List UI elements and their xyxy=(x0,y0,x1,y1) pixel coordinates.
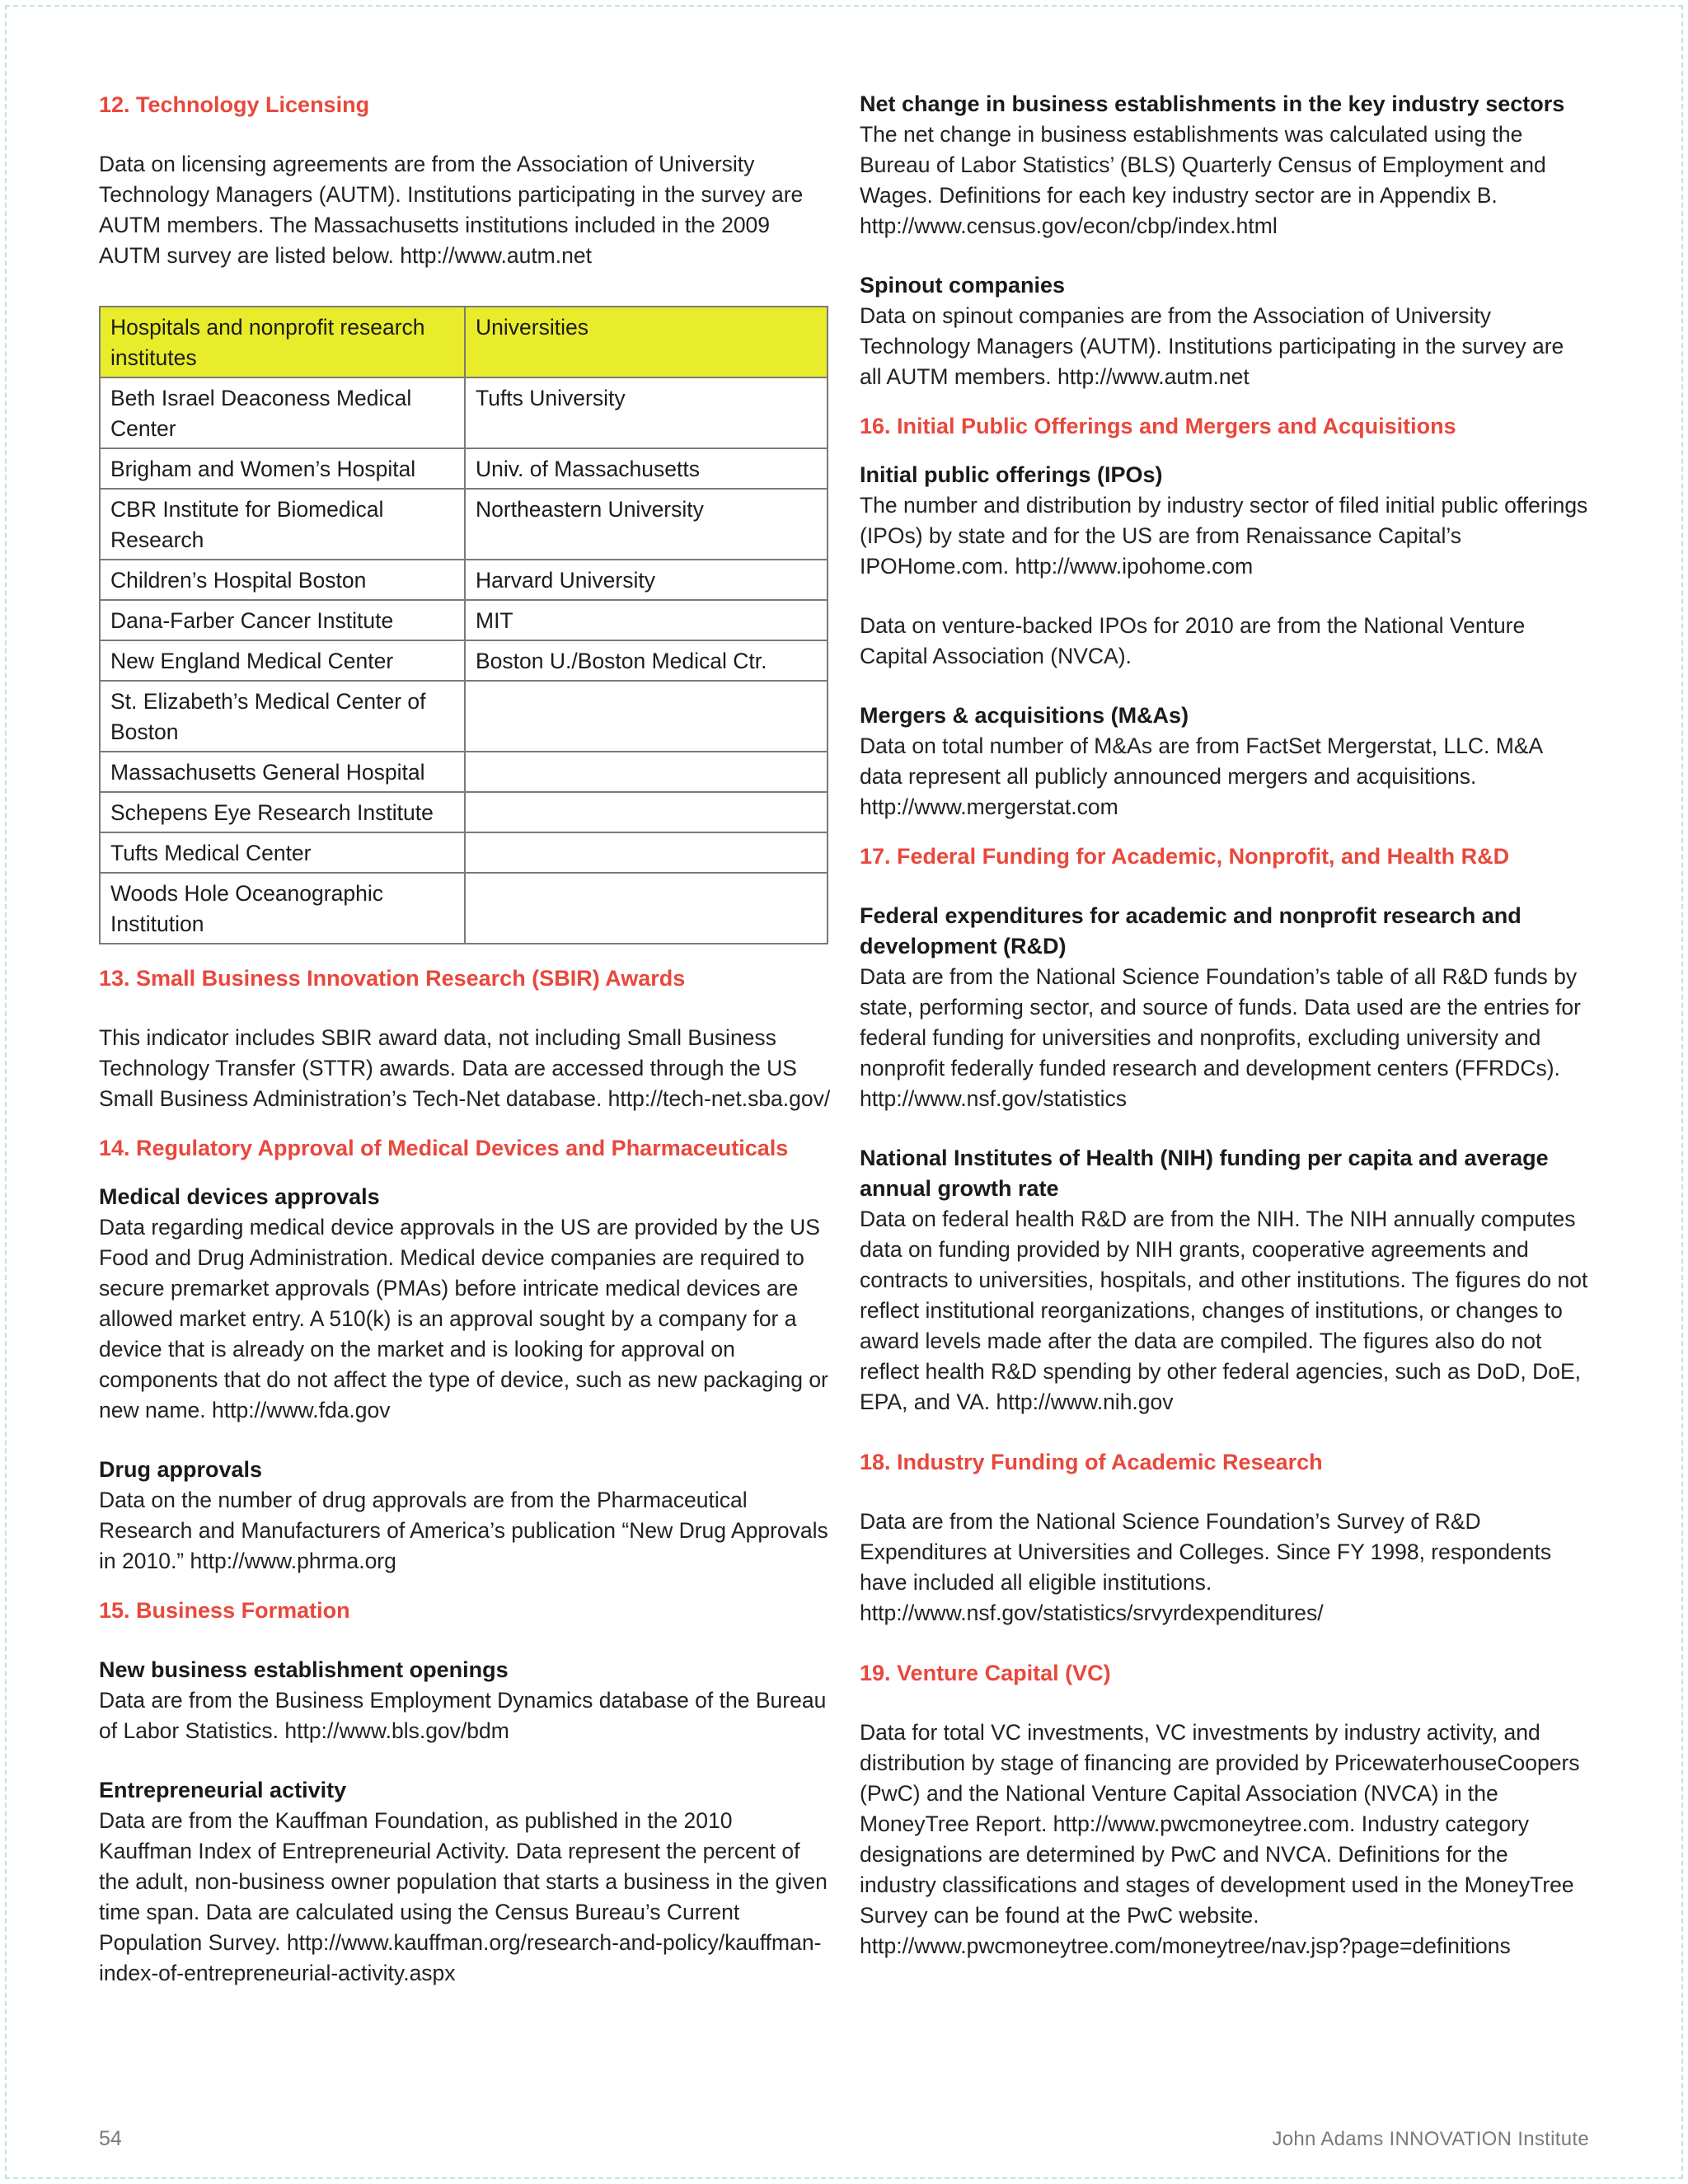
footer-organization: John Adams INNOVATION Institute xyxy=(1272,2128,1589,2150)
table-row xyxy=(100,600,828,640)
entrepreneurial-body: Data are from the Kauffman Foundation, as published in the 2010 Kauffman Index of Entrepreneurial Activity. Data represent the percent of the adult, non-business owner population that starts a business in the given time span. Data are calculated using the Census Bureau’s Current Population Survey. http://www.kauffman.org/research-and-policy/kauffman-index-of-entrepreneurial-activity.aspx xyxy=(99,1808,828,1985)
section-18-title: 18. Industry Funding of Academic Research xyxy=(860,1450,1323,1474)
right-column xyxy=(860,89,1589,1961)
table-cell xyxy=(465,681,828,752)
table-header-hospitals: Hospitals and nonprofit research institutes xyxy=(100,307,465,377)
drug-approvals-body: Data on the number of drug approvals are from the Pharmaceutical Research and Manufacturers of America’s publication “New Drug Approvals in 2010.” http://www.phrma.org xyxy=(99,1488,828,1573)
nih-funding-subtitle: National Institutes of Health (NIH) funding per capita and average annual growth rate xyxy=(860,1146,1549,1201)
table-cell: Harvard University xyxy=(465,560,828,600)
table-row xyxy=(100,489,828,560)
nih-funding-body: Data on federal health R&D are from the NIH. The NIH annually computes data on funding provided by NIH grants, cooperative agreements and contracts to universities, hospitals, and other institutions. The figures do not reflect institutional reorganizations, changes of institutions, or changes to award levels made after the data are compiled. The figures also do not reflect health R&D spending by other federal agencies, such as DoD, DoE, EPA, and VA. http://www.nih.gov xyxy=(860,1207,1588,1414)
table-cell: Northeastern University xyxy=(465,489,828,560)
spinout-subtitle: Spinout companies xyxy=(860,273,1066,298)
table-cell: MIT xyxy=(465,600,828,640)
federal-expenditures-body: Data are from the National Science Foundation’s table of all R&D funds by state, performing sector, and source of funds. Data used are the entries for federal funding for universities and nonprofits, excluding university and nonprofit federally funded research and development centers (FFRDCs). http://www.nsf.gov/statistics xyxy=(860,964,1581,1111)
table-cell xyxy=(465,873,828,944)
entrepreneurial-subtitle: Entrepreneurial activity xyxy=(99,1778,347,1802)
mergers-subtitle: Mergers & acquisitions (M&As) xyxy=(860,703,1189,728)
venture-ipo-body: Data on venture-backed IPOs for 2010 are from the National Venture Capital Association (NVCA). xyxy=(860,613,1526,668)
table-header-row xyxy=(100,307,828,377)
table-cell: Dana-Farber Cancer Institute xyxy=(100,600,465,640)
section-15-title: 15. Business Formation xyxy=(99,1598,350,1623)
table-row xyxy=(100,640,828,681)
table-cell: Children’s Hospital Boston xyxy=(100,560,465,600)
table-row xyxy=(100,681,828,752)
table-row xyxy=(100,377,828,448)
table-cell: New England Medical Center xyxy=(100,640,465,681)
table-cell: Univ. of Massachusetts xyxy=(465,448,828,489)
page-number: 54 xyxy=(99,2127,122,2150)
spinout-body: Data on spinout companies are from the Association of University Technology Managers (AUTM). Institutions participating in the survey are all AUTM members. http://www.autm.net xyxy=(860,303,1564,389)
table-cell: Schepens Eye Research Institute xyxy=(100,792,465,832)
section-16-title: 16. Initial Public Offerings and Mergers and Acquisitions xyxy=(860,414,1456,438)
section-14-title: 14. Regulatory Approval of Medical Devices and Pharmaceuticals xyxy=(99,1136,789,1160)
new-business-subtitle: New business establishment openings xyxy=(99,1657,509,1682)
drug-approvals-subtitle: Drug approvals xyxy=(99,1457,263,1482)
table-row xyxy=(100,448,828,489)
table-row xyxy=(100,792,828,832)
section-18-body: Data are from the National Science Foundation’s Survey of R&D Expenditures at Universities and Colleges. Since FY 1998, respondents have included all eligible institutions. http://www.nsf.gov/statistics/srvyrdexpenditures/ xyxy=(860,1509,1552,1625)
table-cell: Tufts University xyxy=(465,377,828,448)
table-cell: Woods Hole Oceanographic Institution xyxy=(100,873,465,944)
federal-expenditures-subtitle: Federal expenditures for academic and nonprofit research and development (R&D) xyxy=(860,903,1522,958)
ipo-subtitle: Initial public offerings (IPOs) xyxy=(860,462,1163,487)
medical-devices-body: Data regarding medical device approvals in the US are provided by the US Food and Drug Administration. Medical device companies are required to secure premarket approvals (PMAs) before intricate medical devices are allowed market entry. A 510(k) is an approval sought by a company for a device that is already on the market and is looking for approval on components that do not affect the type of device, such as new packaging or new name. http://www.fda.gov xyxy=(99,1215,828,1422)
section-13-title: 13. Small Business Innovation Research (SBIR) Awards xyxy=(99,966,686,991)
table-header-universities: Universities xyxy=(465,307,828,377)
section-12-title: 12. Technology Licensing xyxy=(99,92,370,117)
section-12-body: Data on licensing agreements are from the Association of University Technology Managers (AUTM). Institutions participating in the survey are AUTM members. The Massachusetts institutions included in the 2009 AUTM survey are listed below. http://www.autm.net xyxy=(99,152,804,268)
table-cell xyxy=(465,832,828,873)
table-row xyxy=(100,832,828,873)
table-cell xyxy=(465,752,828,792)
table-cell: Beth Israel Deaconess Medical Center xyxy=(100,377,465,448)
ipo-body: The number and distribution by industry sector of filed initial public offerings (IPOs) by state and for the US are from Renaissance Capital’s IPOHome.com. http://www.ipohome.com xyxy=(860,493,1588,579)
table-cell: Brigham and Women’s Hospital xyxy=(100,448,465,489)
net-change-body: The net change in business establishments was calculated using the Bureau of Labor Statistics’ (BLS) Quarterly Census of Employment and Wages. Definitions for each key industry sector are in Appendix B. http://www.census.gov/econ/cbp/index.html xyxy=(860,122,1546,238)
table-row xyxy=(100,873,828,944)
net-change-subtitle: Net change in business establishments in the key industry sectors xyxy=(860,91,1565,116)
section-19-body: Data for total VC investments, VC investments by industry activity, and distribution by stage of financing are provided by PricewaterhouseCoopers (PwC) and the National Venture Capital Association (NVCA) in the MoneyTree Report. http://www.pwcmoneytree.com. Industry category designations are determined by PwC and NVCA. Definitions for the industry classifications and stages of development used in the MoneyTree Survey can be found at the PwC website. http://www.pwcmoneytree.com/moneytree/nav.jsp?page=definitions xyxy=(860,1720,1580,1958)
table-row xyxy=(100,560,828,600)
section-17-title: 17. Federal Funding for Academic, Nonprofit, and Health R&D xyxy=(860,844,1510,869)
section-19-title: 19. Venture Capital (VC) xyxy=(860,1661,1111,1685)
table-cell: CBR Institute for Biomedical Research xyxy=(100,489,465,560)
table-cell: Massachusetts General Hospital xyxy=(100,752,465,792)
new-business-body: Data are from the Business Employment Dynamics database of the Bureau of Labor Statistics. http://www.bls.gov/bdm xyxy=(99,1688,827,1743)
table-cell xyxy=(465,792,828,832)
left-column xyxy=(99,89,831,1989)
table-cell: Tufts Medical Center xyxy=(100,832,465,873)
mergers-body: Data on total number of M&As are from FactSet Mergerstat, LLC. M&A data represent all publicly announced mergers and acquisitions. http://www.mergerstat.com xyxy=(860,733,1542,819)
table-row xyxy=(100,752,828,792)
table-cell: Boston U./Boston Medical Ctr. xyxy=(465,640,828,681)
institutions-table xyxy=(99,306,828,944)
medical-devices-subtitle: Medical devices approvals xyxy=(99,1184,380,1209)
table-cell: St. Elizabeth’s Medical Center of Boston xyxy=(100,681,465,752)
section-13-body: This indicator includes SBIR award data, not including Small Business Technology Transfer (STTR) awards. Data are accessed through the US Small Business Administration’s Tech-Net database. http://tech-net.sba.gov/ xyxy=(99,1025,831,1111)
